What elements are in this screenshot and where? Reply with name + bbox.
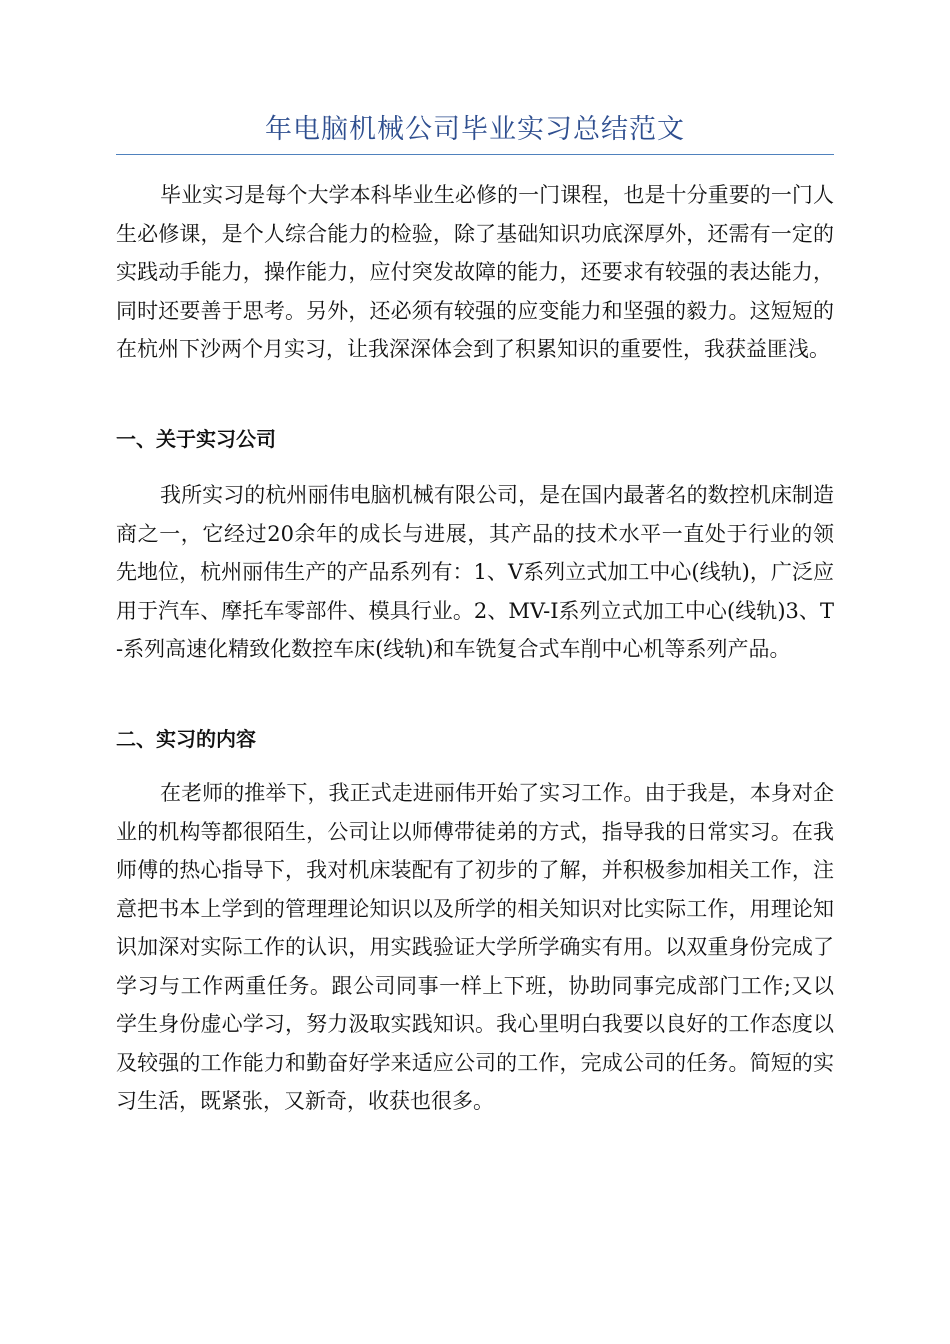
section-heading-company: 一、关于实习公司 (116, 427, 276, 451)
document-title: 年电脑机械公司毕业实习总结范文 (265, 114, 685, 145)
section-heading-content: 二、实习的内容 (116, 727, 256, 751)
company-paragraph: 我所实习的杭州丽伟电脑机械有限公司，是在国内最著名的数控机床制造商之一，它经过20余年的成长与进展，其产品的技术水平一直处于行业的领先地位，杭州丽伟生产的产品系列有：1、V系列立式加工中心(线轨)，广泛应用于汽车、摩托车零部件、模具行业。2、MV-I系列立式加工中心(线轨)3、T-系列高速化精致化数控车床(线轨)和车铣复合式车削中心机等系列产品。 (116, 483, 834, 661)
content-paragraph: 在老师的推举下，我正式走进丽伟开始了实习工作。由于我是，本身对企业的机构等都很陌生，公司让以师傅带徒弟的方式，指导我的日常实习。在我师傅的热心指导下，我对机床装配有了初步的了解，并积极参加相关工作，注意把书本上学到的管理理论知识以及所学的相关知识对比实际工作，用理论知识加深对实际工作的认识，用实践验证大学所学确实有用。以双重身份完成了学习与工作两重任务。跟公司同事一样上下班，协助同事完成部门工作;又以学生身份虚心学习，努力汲取实践知识。我心里明白我要以良好的工作态度以及较强的工作能力和勤奋好学来适应公司的工作，完成公司的任务。简短的实习生活，既紧张，又新奇，收获也很多。 (116, 781, 834, 1113)
intro-paragraph: 毕业实习是每个大学本科毕业生必修的一门课程，也是十分重要的一门人生必修课，是个人综合能力的检验，除了基础知识功底深厚外，还需有一定的实践动手能力，操作能力，应付突发故障的能力，还要求有较强的表达能力，同时还要善于思考。另外，还必须有较强的应变能力和坚强的毅力。这短短的在杭州下沙两个月实习，让我深深体会到了积累知识的重要性，我获益匪浅。 (116, 183, 834, 361)
title-underline (116, 154, 834, 155)
